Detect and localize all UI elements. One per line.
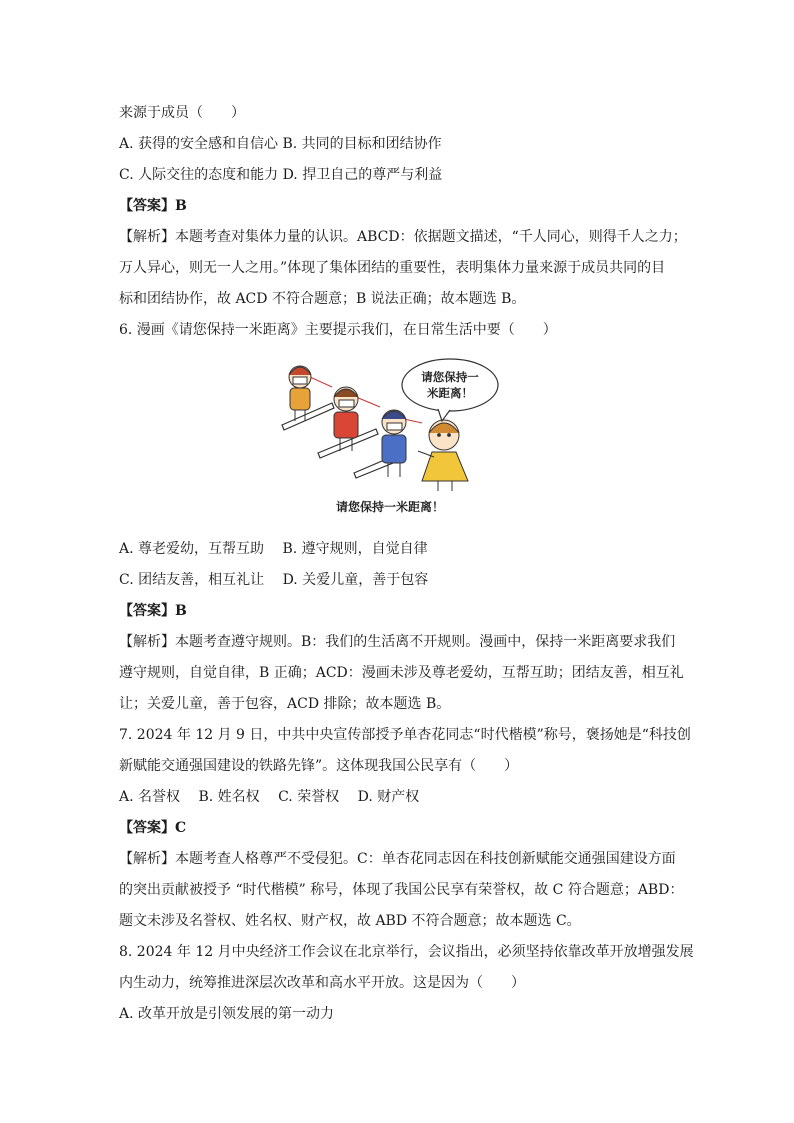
q6-options-ab: A. 尊老爱幼，互帮互助 B. 遵守规则，自觉自律 [119,541,428,557]
q7-analysis-line-2: 的突出贡献被授予 “时代楷模” 称号，体现了我国公民享有荣誉权，故 C 符合题意；ABD： [119,882,684,898]
q8-option-a: A. 改革开放是引领发展的第一动力 [119,1006,335,1022]
question-7-stem-line-1: 7. 2024 年 12 月 9 日，中共中央宣传部授予单杏花同志“时代楷模”称号，褒扬她是“科技创 [119,727,691,743]
q5-analysis-line-2: 万人异心，则无一人之用。”体现了集体团结的重要性，表明集体力量来源于成员共同的目 [119,260,666,276]
girl-figure [418,420,468,491]
q7-analysis-line-3: 题文未涉及名誉权、姓名权、财产权，故 ABD 不符合题意；故本题选 C。 [119,913,581,929]
q5-analysis-line-3: 标和团结协作，故 ACD 不符合题意；B 说法正确；故本题选 B。 [119,291,526,307]
one-meter-distance-cartoon [276,355,504,520]
q6-options-cd: C. 团结友善，相互礼让 D. 关爱儿童，善于包容 [119,572,429,588]
question-8-stem-line-2: 内生动力，统筹推进深层次改革和高水平开放。这是因为（ ） [119,975,525,991]
q7-analysis-line-1: 【解析】本题考查人格尊严不受侵犯。C：单杏花同志因在科技创新赋能交通强国建设方面 [119,851,676,867]
q6-analysis-line-1: 【解析】本题考查遵守规则。B：我们的生活离不开规则。漫画中，保持一米距离要求我们 [119,634,676,650]
bubble-text-line-1: 请您保持一 [421,370,479,384]
q7-answer: 【答案】C [119,820,187,836]
q5-options-cd: C. 人际交往的态度和能力 D. 捍卫自己的尊严与利益 [119,167,443,183]
q6-analysis-line-3: 让；关爱儿童，善于包容，ACD 排除；故本题选 B。 [119,696,451,712]
cartoon-caption: 请您保持一米距离！ [335,500,445,514]
question-7-stem-line-2: 新赋能交通强国建设的铁路先锋”。这体现我国公民享有（ ） [119,758,519,774]
q5-options-ab: A. 获得的安全感和自信心 B. 共同的目标和团结协作 [119,136,442,152]
q5-analysis-line-1: 【解析】本题考查对集体力量的认识。ABCD：依据题文描述，“千人同心，则得千人之力； [119,229,687,245]
question-6-stem: 6. 漫画《请您保持一米距离》主要提示我们，在日常生活中要（ ） [119,322,557,338]
q7-options: A. 名誉权 B. 姓名权 C. 荣誉权 D. 财产权 [119,789,420,805]
q5-answer: 【答案】B [119,198,187,214]
question-8-stem-line-1: 8. 2024 年 12 月中央经济工作会议在北京举行，会议指出，必须坚持依靠改革开放增强发展 [119,944,694,960]
person-1 [289,366,311,421]
bubble-text-line-2: 米距离！ [427,386,473,400]
q6-analysis-line-2: 遵守规则，自觉自律，B 正确；ACD：漫画未涉及尊老爱幼，互帮互助；团结友善，相互礼 [119,665,684,681]
person-3 [382,410,406,477]
question-5-stem-end: 来源于成员（ ） [119,105,245,121]
q6-answer: 【答案】B [119,603,187,619]
